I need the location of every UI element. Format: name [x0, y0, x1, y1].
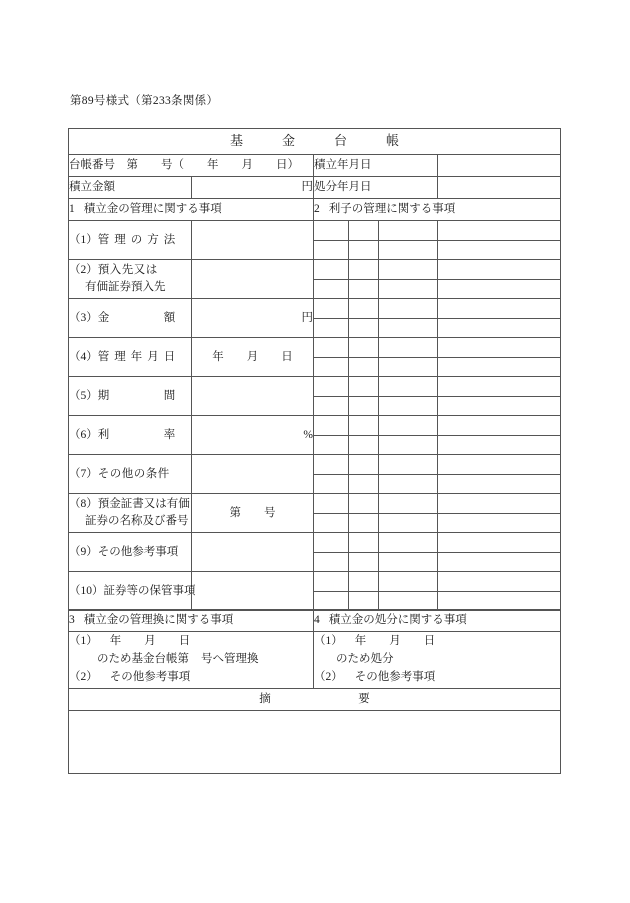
interest-cell[interactable]	[379, 494, 438, 514]
row-value-6[interactable]: %	[192, 416, 314, 455]
interest-cell[interactable]	[379, 338, 438, 358]
ledger-title	[69, 129, 561, 155]
table-row	[69, 221, 561, 241]
interest-cell[interactable]	[349, 318, 379, 338]
interest-cell[interactable]	[438, 299, 561, 319]
table-row	[69, 416, 561, 436]
interest-cell[interactable]	[349, 513, 379, 533]
form-number: 第89号様式（第233条関係）	[70, 95, 219, 107]
transfer-disposal-table	[68, 609, 561, 774]
interest-cell[interactable]	[314, 377, 349, 397]
row-label-text-5: 期 間	[97, 389, 181, 402]
row-number-9: （9）	[69, 545, 98, 558]
row-value-10[interactable]	[192, 572, 314, 611]
row-value-2[interactable]	[192, 260, 314, 299]
interest-cell[interactable]	[314, 318, 349, 338]
row-label-text-7: その他の条件	[97, 467, 170, 480]
section3-body[interactable]	[69, 632, 314, 689]
interest-cell[interactable]	[438, 552, 561, 572]
interest-cell[interactable]	[314, 552, 349, 572]
table-row	[69, 494, 561, 514]
ledger-number-row	[69, 155, 561, 177]
interest-cell[interactable]	[314, 474, 349, 494]
ledger-title-text: 基 金 台 帳	[230, 133, 413, 149]
row-value-7[interactable]	[192, 455, 314, 494]
row-number-4: （4）	[69, 350, 98, 363]
row-value-9[interactable]	[192, 533, 314, 572]
section3-item1-date: 年 月 日	[109, 635, 191, 648]
deposit-amount-unit: 円	[192, 177, 314, 199]
row-label-6	[69, 416, 192, 455]
section3-heading	[69, 610, 314, 632]
row-label-10	[69, 572, 196, 611]
interest-cell[interactable]	[314, 279, 349, 299]
section4-heading	[314, 610, 561, 632]
row-label-line2-2: 有価証券預入先	[85, 281, 166, 293]
section3-item2-number: （2）	[69, 670, 98, 683]
interest-cell[interactable]	[438, 357, 561, 377]
table-row	[69, 455, 561, 475]
interest-cell[interactable]	[379, 435, 438, 455]
interest-cell[interactable]	[314, 240, 349, 260]
row-value-5[interactable]	[192, 377, 314, 416]
interest-cell[interactable]	[314, 221, 349, 241]
interest-cell[interactable]	[438, 279, 561, 299]
section3-item2-label: その他参考事項	[109, 670, 191, 683]
interest-cell[interactable]	[438, 240, 561, 260]
interest-cell[interactable]	[379, 591, 438, 611]
interest-cell[interactable]	[349, 455, 379, 475]
row-label-text-4: 管理年月日	[97, 350, 181, 363]
fund-ledger-main-table	[68, 128, 561, 611]
interest-cell[interactable]	[379, 377, 438, 397]
table-row	[69, 338, 561, 358]
row-number-6: （6）	[69, 428, 98, 441]
section4-item1-line1	[314, 633, 560, 651]
table-row	[69, 572, 561, 592]
row-label-3	[69, 299, 192, 338]
table-row	[69, 299, 561, 319]
interest-cell[interactable]	[349, 494, 379, 514]
row-label-text-6: 利 率	[97, 428, 181, 441]
row-number-2: （2）	[69, 264, 98, 277]
interest-cell[interactable]	[438, 318, 561, 338]
interest-cell[interactable]	[314, 357, 349, 377]
interest-cell[interactable]	[438, 572, 561, 592]
interest-cell[interactable]	[314, 396, 349, 416]
interest-cell[interactable]	[438, 435, 561, 455]
section4-item2	[314, 669, 560, 687]
lower-body-row	[69, 632, 561, 689]
section2-number: 2	[314, 203, 320, 216]
section2-heading	[314, 199, 561, 221]
interest-cell[interactable]	[314, 260, 349, 280]
interest-cell[interactable]	[379, 572, 438, 592]
interest-cell[interactable]	[438, 416, 561, 436]
row-label-text-2: （2）預入先又は 有価証券預入先	[69, 262, 191, 295]
row-label-4	[69, 338, 192, 377]
interest-cell[interactable]	[314, 455, 349, 475]
row-label-text-3: 金 額	[97, 311, 181, 324]
interest-cell[interactable]	[349, 572, 379, 592]
interest-cell[interactable]	[438, 494, 561, 514]
interest-cell[interactable]	[349, 552, 379, 572]
interest-cell[interactable]	[438, 513, 561, 533]
interest-cell[interactable]	[349, 396, 379, 416]
interest-cell[interactable]	[438, 455, 561, 475]
interest-cell[interactable]	[438, 221, 561, 241]
section4-title: 積立金の処分に関する事項	[328, 614, 467, 627]
summary-label: 摘 要	[259, 693, 408, 706]
row-label-line2-8: 証券の名称及び番号	[85, 515, 189, 527]
disposal-date-value[interactable]	[438, 177, 561, 199]
section4-item1-date: 年 月 日	[354, 635, 436, 648]
ledger-number-label: 台帳番号 第 号（ 年 月 日）	[69, 155, 314, 177]
interest-cell[interactable]	[349, 299, 379, 319]
interest-cell[interactable]	[349, 338, 379, 358]
interest-cell[interactable]	[349, 416, 379, 436]
interest-cell[interactable]	[314, 416, 349, 436]
interest-cell[interactable]	[349, 474, 379, 494]
row-number-3: （3）	[69, 311, 98, 324]
interest-cell[interactable]	[314, 494, 349, 514]
section3-title: 積立金の管理換に関する事項	[83, 614, 234, 627]
interest-cell[interactable]	[349, 221, 379, 241]
section1-title: 積立金の管理に関する事項	[83, 203, 222, 216]
section-heading-row	[69, 199, 561, 221]
interest-cell[interactable]	[438, 474, 561, 494]
disposal-date-label: 処分年月日	[314, 177, 438, 199]
interest-cell[interactable]	[349, 435, 379, 455]
deposit-date-value[interactable]	[438, 155, 561, 177]
interest-cell[interactable]	[379, 260, 438, 280]
section3-item1-line1	[69, 633, 313, 651]
interest-cell[interactable]	[314, 591, 349, 611]
interest-cell[interactable]	[314, 338, 349, 358]
summary-heading	[69, 689, 561, 711]
row-label-8	[69, 494, 192, 533]
row-value-4[interactable]: 年 月 日	[192, 338, 314, 377]
interest-cell[interactable]	[438, 260, 561, 280]
title-row	[69, 129, 561, 155]
summary-notes-field[interactable]	[69, 711, 561, 774]
row-label-5	[69, 377, 192, 416]
row-number-10: （10）	[69, 584, 104, 597]
interest-cell[interactable]	[314, 513, 349, 533]
interest-cell[interactable]	[379, 279, 438, 299]
row-value-3[interactable]: 円	[192, 299, 314, 338]
section3-number: 3	[69, 614, 75, 627]
deposit-amount-label: 積立金額	[69, 177, 192, 199]
section3-item2	[69, 669, 313, 687]
interest-cell[interactable]	[349, 240, 379, 260]
row-label-text-10: 証券等の保管事項	[103, 584, 196, 597]
section2-title: 利子の管理に関する事項	[328, 203, 456, 216]
row-number-1: （1）	[69, 233, 98, 246]
section4-number: 4	[314, 614, 320, 627]
summary-heading-row	[69, 689, 561, 711]
interest-cell[interactable]	[379, 533, 438, 553]
section4-item2-number: （2）	[314, 670, 343, 683]
interest-cell[interactable]	[349, 357, 379, 377]
interest-cell[interactable]	[438, 533, 561, 553]
interest-cell[interactable]	[314, 435, 349, 455]
row-value-8[interactable]: 第 号	[192, 494, 314, 533]
table-row	[69, 533, 561, 553]
section4-body[interactable]	[314, 632, 561, 689]
interest-cell[interactable]	[379, 396, 438, 416]
interest-cell[interactable]	[438, 377, 561, 397]
interest-cell[interactable]	[438, 396, 561, 416]
interest-cell[interactable]	[349, 279, 379, 299]
interest-cell[interactable]	[379, 552, 438, 572]
row-number-5: （5）	[69, 389, 98, 402]
row-label-text-8: （8）預金証書又は有価 証券の名称及び番号	[69, 496, 191, 529]
deposit-date-label: 積立年月日	[314, 155, 438, 177]
interest-cell[interactable]	[314, 533, 349, 553]
interest-cell[interactable]	[379, 455, 438, 475]
interest-cell[interactable]	[349, 591, 379, 611]
interest-cell[interactable]	[438, 591, 561, 611]
interest-cell[interactable]	[379, 474, 438, 494]
interest-cell[interactable]	[379, 299, 438, 319]
interest-cell[interactable]	[379, 221, 438, 241]
row-number-7: （7）	[69, 467, 98, 480]
interest-cell[interactable]	[379, 240, 438, 260]
row-label-9	[69, 533, 192, 572]
summary-notes-row	[69, 711, 561, 774]
row-label-text-1: 管理の方法	[97, 233, 181, 246]
interest-cell[interactable]	[349, 260, 379, 280]
section3-item1-line2: のため基金台帳第 号へ管理換	[97, 653, 259, 666]
row-number-8: （8）	[69, 498, 98, 511]
interest-cell[interactable]	[349, 533, 379, 553]
interest-cell[interactable]	[349, 377, 379, 397]
section4-item2-label: その他参考事項	[354, 670, 436, 683]
interest-cell[interactable]	[379, 318, 438, 338]
interest-cell[interactable]	[379, 357, 438, 377]
row-label-text-9: その他参考事項	[97, 545, 179, 558]
row-label-2	[69, 260, 192, 299]
lower-heading-row	[69, 610, 561, 632]
section1-number: 1	[69, 203, 75, 216]
interest-cell[interactable]	[438, 338, 561, 358]
table-row	[69, 260, 561, 280]
row-value-1[interactable]	[192, 221, 314, 260]
deposit-amount-row	[69, 177, 561, 199]
section1-heading	[69, 199, 314, 221]
interest-cell[interactable]	[379, 513, 438, 533]
section3-item1-number: （1）	[69, 635, 98, 648]
row-label-1	[69, 221, 192, 260]
interest-cell[interactable]	[379, 416, 438, 436]
table-row	[69, 377, 561, 397]
row-label-7	[69, 455, 192, 494]
interest-cell[interactable]	[314, 572, 349, 592]
section4-item1-number: （1）	[314, 635, 343, 648]
interest-cell[interactable]	[314, 299, 349, 319]
section4-item1-line2: のため処分	[336, 653, 394, 666]
